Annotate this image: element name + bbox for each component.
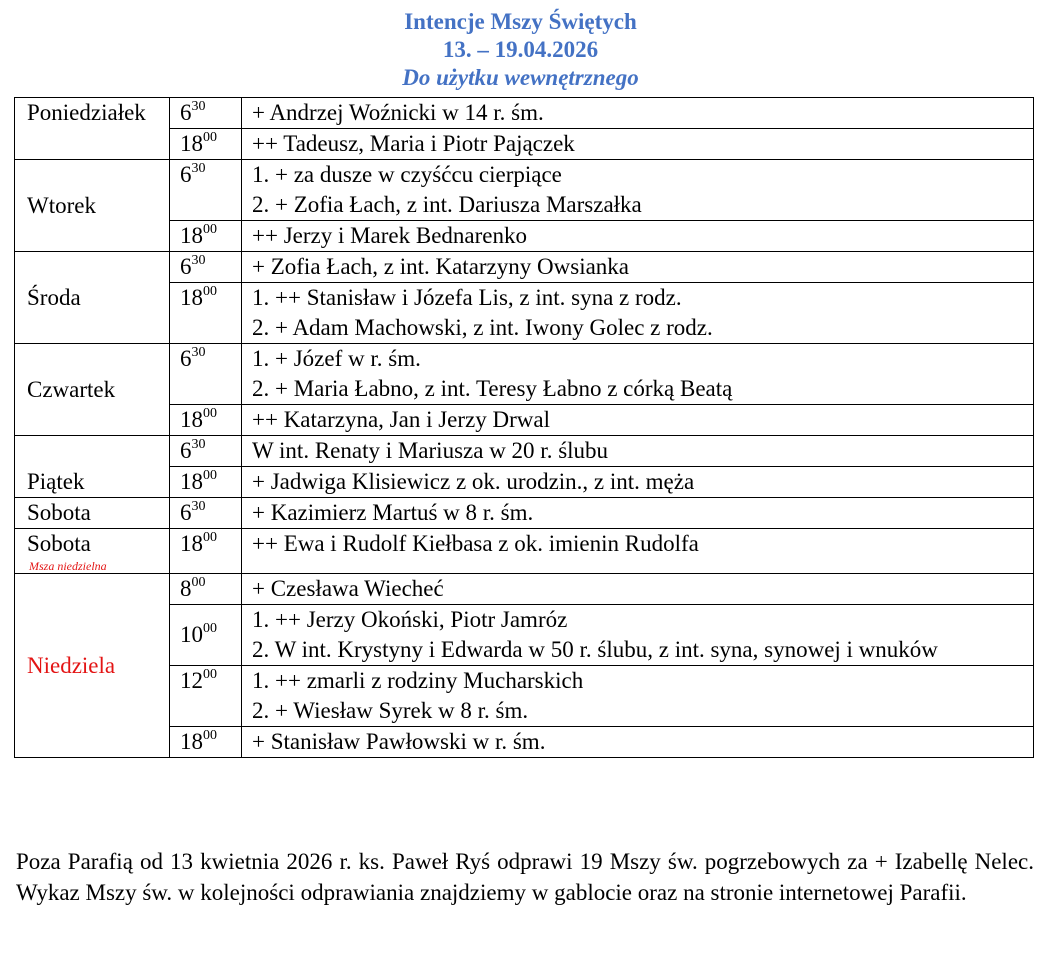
- day-cell: [15, 436, 170, 498]
- time-cell: $6^{30}$: [170, 160, 242, 221]
- day-cell: [15, 252, 170, 344]
- intention-cell: [242, 283, 1034, 344]
- time-cell: $18^{00}$: [170, 221, 242, 252]
- time-cell: $18^{00}$: [170, 129, 242, 160]
- day-label: Wtorek: [27, 192, 96, 218]
- time-cell: $6^{30}$: [170, 344, 242, 405]
- day-cell: [15, 529, 170, 574]
- intention-cell: [242, 605, 1034, 666]
- table-row: [15, 529, 1034, 574]
- intention-cell: ++ Katarzyna, Jan i Jerzy Drwal: [242, 405, 1034, 436]
- intention-cell: + Czesława Wiecheć: [242, 574, 1034, 605]
- intention-line: 2. + Adam Machowski, z int. Iwony Golec z rodz.: [252, 315, 713, 340]
- day-label: Niedziela: [27, 652, 116, 678]
- day-label: Poniedziałek: [27, 100, 146, 125]
- intention-cell: + Kazimierz Martuś w 8 r. śm.: [242, 498, 1034, 529]
- intention-cell: ++ Ewa i Rudolf Kiełbasa z ok. imienin Rudolfa: [242, 529, 1034, 574]
- footer-note: Poza Parafią od 13 kwietnia 2026 r. ks. Paweł Ryś odprawi 19 Mszy św. pogrzebowych za + Izabellę Nelec. Wykaz Mszy św. w kolejności odprawiania znajdziemy w gablocie oraz na stronie internetowej Parafii.: [16, 849, 1034, 905]
- day-label: Czwartek: [27, 376, 116, 402]
- intention-cell: ++ Jerzy i Marek Bednarenko: [242, 221, 1034, 252]
- day-cell: [15, 344, 170, 436]
- time-cell: $8^{00}$: [170, 574, 242, 605]
- time-cell: $18^{00}$: [170, 405, 242, 436]
- intention-cell: [242, 666, 1034, 727]
- time-cell: $6^{30}$: [170, 498, 242, 529]
- table-row: [15, 252, 1034, 283]
- table-row: [15, 344, 1034, 405]
- intention-cell: + Stanisław Pawłowski w r. śm.: [242, 727, 1034, 758]
- time-cell: $6^{30}$: [170, 436, 242, 467]
- header-title: Intencje Mszy Świętych: [404, 9, 637, 34]
- time-cell: $18^{00}$: [170, 529, 242, 574]
- table-row: [15, 160, 1034, 221]
- day-cell: [15, 574, 170, 758]
- table-row: [15, 98, 1034, 129]
- intention-cell: W int. Renaty i Mariusza w 20 r. ślubu: [242, 436, 1034, 467]
- intention-line: 1. + Józef w r. śm.: [252, 346, 421, 371]
- time-cell: $18^{00}$: [170, 467, 242, 498]
- intention-line: 2. W int. Krystyny i Edwarda w 50 r. ślubu, z int. syna, synowej i wnuków: [252, 637, 938, 662]
- day-label: Sobota: [27, 531, 91, 556]
- header-subtitle: Do użytku wewnętrznego: [402, 65, 639, 90]
- table-row: [15, 436, 1034, 467]
- mass-intentions-table: [14, 97, 1034, 758]
- intention-line: 2. + Wiesław Syrek w 8 r. śm.: [252, 698, 529, 723]
- table-row: [15, 498, 1034, 529]
- day-label: Piątek: [27, 469, 85, 494]
- day-label: Sobota: [27, 500, 91, 525]
- intention-cell: [242, 344, 1034, 405]
- document-header: [0, 8, 1041, 92]
- time-cell: $18^{00}$: [170, 283, 242, 344]
- day-cell: [15, 498, 170, 529]
- sunday-mass-note: Msza niedzielna: [29, 559, 107, 573]
- intention-line: 1. ++ zmarli z rodziny Mucharskich: [252, 668, 584, 693]
- intention-line: 2. + Maria Łabno, z int. Teresy Łabno z córką Beatą: [252, 376, 733, 401]
- intention-cell: [242, 160, 1034, 221]
- intention-line: 2. + Zofia Łach, z int. Dariusza Marszałka: [252, 192, 642, 217]
- intention-cell: + Andrzej Woźnicki w 14 r. śm.: [242, 98, 1034, 129]
- time-cell: $6^{30}$: [170, 98, 242, 129]
- time-cell: $6^{30}$: [170, 252, 242, 283]
- intention-line: 1. ++ Stanisław i Józefa Lis, z int. syna z rodz.: [252, 285, 682, 310]
- intention-cell: ++ Tadeusz, Maria i Piotr Pajączek: [242, 129, 1034, 160]
- table-row: [15, 574, 1034, 605]
- header-dates: 13. – 19.04.2026: [442, 37, 599, 62]
- intention-line: 1. ++ Jerzy Okoński, Piotr Jamróz: [252, 607, 568, 632]
- time-cell: $12^{00}$: [170, 666, 242, 727]
- day-cell: [15, 160, 170, 252]
- time-cell: $10^{00}$: [170, 605, 242, 666]
- day-cell: [15, 98, 170, 160]
- intention-cell: + Zofia Łach, z int. Katarzyny Owsianka: [242, 252, 1034, 283]
- time-cell: $18^{00}$: [170, 727, 242, 758]
- intention-cell: + Jadwiga Klisiewicz z ok. urodzin., z int. męża: [242, 467, 1034, 498]
- day-label: Środa: [27, 284, 81, 310]
- intention-line: 1. + za dusze w czyśćcu cierpiące: [252, 162, 562, 187]
